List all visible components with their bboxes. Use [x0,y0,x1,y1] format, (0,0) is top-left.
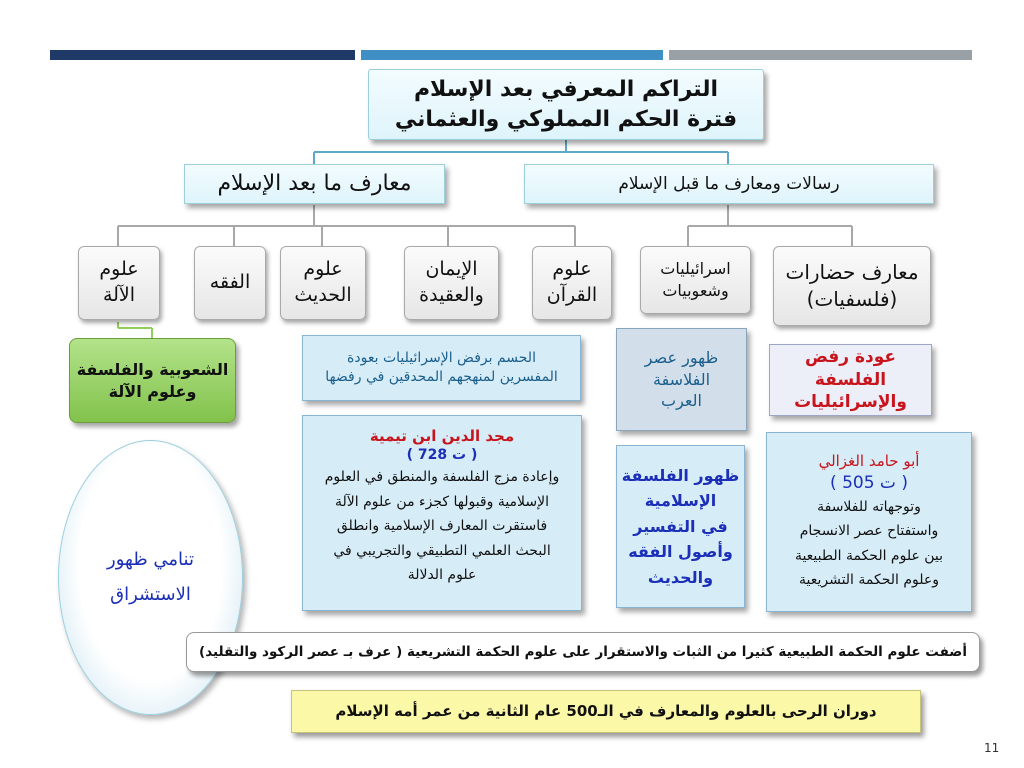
falsafa-line: والحديث [647,567,714,587]
science-box-hadarat [773,246,931,326]
ibn-taymiyya-text: علوم الدلالة [407,567,477,584]
ghazali-box [766,432,972,612]
hasm-box [302,335,581,401]
ibn-taymiyya-text: الإسلامية وقبولها كجزء من علوم الآلة [334,493,550,510]
page-number: 11 [984,741,1000,755]
ghazali-title: أبو حامد الغزالي [818,452,920,471]
ibn-taymiyya-text: وإعادة مزج الفلسفة والمنطق في العلوم [324,469,560,486]
science-line1: الفقه [209,271,251,294]
ibn-taymiyya-box [302,415,582,611]
ibn-taymiyya-text: فاستقرت المعارف الإسلامية وانطلق [336,518,548,535]
asr-line1: ظهور عصر [644,348,719,368]
falsafa-line: وأصول الفقه [628,542,733,562]
falsafa-line: في التفسير [633,516,728,536]
science-box-fiqh [194,246,266,320]
science-line1: علوم [99,258,139,281]
asr-falasifa-box [616,328,747,431]
root-line2: فترة الحكم المملوكي والعثماني [394,106,738,132]
science-line2: القرآن [546,284,598,306]
ibn-taymiyya-text: البحث العلمي التطبيقي والتجريبي في [333,542,551,559]
root-box [368,69,764,140]
orientalism-oval [58,440,243,715]
bottom-note [186,632,980,672]
bottom-banner-text: دوران الرحى بالعلوم والمعارف في الـ500 عام الثانية من عمر أمه الإسلام [335,702,877,721]
ghazali-text: وتوجهاته للفلاسفة [817,498,921,515]
science-line1: الإيمان [425,258,478,281]
branch-before-label: رسالات ومعارف ما قبل الإسلام [618,173,840,194]
science-line1: علوم [552,258,592,281]
science-line2: الحديث [294,284,352,306]
ghazali-date: ( ت 505 ) [830,472,908,493]
shuubiyya-line2: وعلوم الآلة [108,381,197,401]
science-line2: والعقيدة [419,284,484,306]
hasm-line1: الحسم برفض الإسرائيليات بعودة [347,350,536,367]
awda-line1: عودة رفض الفلسفة [804,346,897,390]
science-line1: علوم [303,258,343,281]
bottom-banner [291,690,921,733]
branch-after-islam [184,164,445,204]
shuubiyya-line1: الشعوبية والفلسفة [76,359,229,379]
falsafa-line: ظهور الفلسفة [621,465,740,485]
science-line1: اسرائيليات [660,259,731,279]
ghazali-text: بين علوم الحكمة الطبيعية [794,547,944,564]
science-box-israiliyyat [640,246,751,314]
shuubiyya-box [69,338,236,423]
bottom-note-text: أضفت علوم الحكمة الطبيعية كثيرا من الثبات والاستقرار على علوم الحكمة التشريعية ( عرف بـ عصر الركود والتقليد) [199,643,967,660]
science-line2: (فلسفيات) [806,287,898,311]
science-box-quran [532,246,612,320]
falsafa-islamiyya-box [616,445,745,608]
falsafa-line: الإسلامية [644,491,717,511]
science-box-ilm-al-ala [78,246,160,320]
science-line2: الآلة [102,284,136,306]
science-box-hadith [280,246,366,320]
oval-line1: تنامي ظهور [107,549,194,571]
awda-line2: والإسرائيليات [794,392,907,413]
ibn-taymiyya-title: مجد الدين ابن تيمية [369,427,515,445]
science-box-iman [404,246,499,320]
ghazali-text: واستفتاح عصر الانسجام [799,523,939,540]
science-line2: وشعوبيات [662,281,729,300]
ibn-taymiyya-date: ( ت 728 ) [406,447,478,464]
science-line1: معارف حضارات [785,260,919,284]
branch-before-islam [524,164,934,204]
hasm-line2: المفسرين لمنهجهم المحدقين في رفضها [325,369,558,385]
ghazali-text: وعلوم الحكمة التشريعية [798,572,940,589]
branch-after-label: معارف ما بعد الإسلام [217,171,412,197]
asr-line3: العرب [661,391,702,411]
awda-box [769,344,932,416]
root-line1: التراكم المعرفي بعد الإسلام [413,76,719,102]
oval-line2: الاستشراق [110,583,191,605]
asr-line2: الفلاسفة [652,369,711,389]
